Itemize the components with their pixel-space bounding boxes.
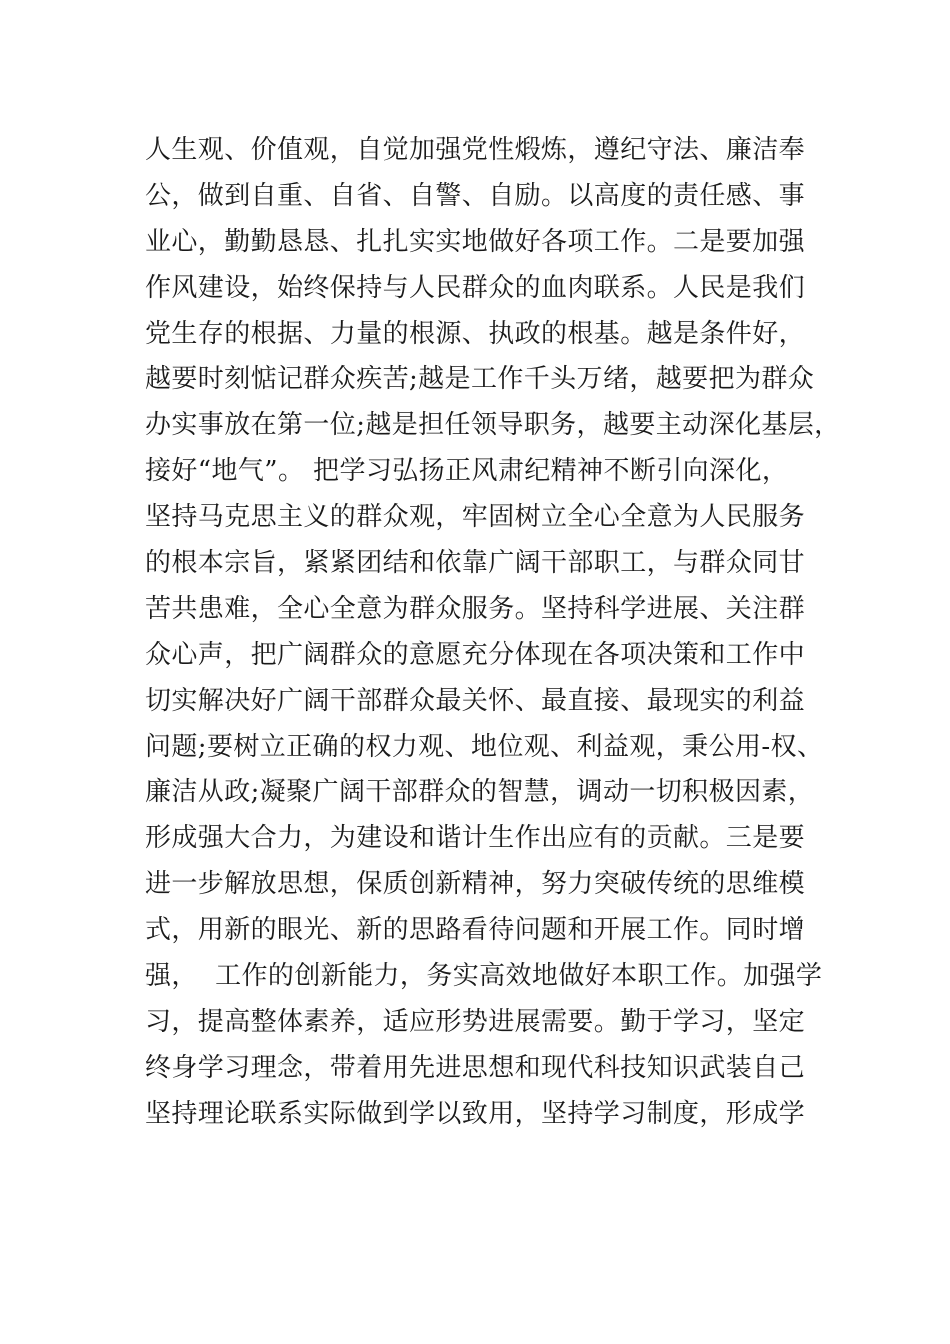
text-line-8: 接好“地气”。 把学习弘扬正风肃纪精神不断引向深化， <box>145 456 789 487</box>
text-line-3: 业心，勤勤恳恳、扎扎实实地做好各项工作。二是要加强 <box>145 226 806 257</box>
text-line-5: 党生存的根据、力量的根源、执政的根基。越是条件好， <box>145 318 806 349</box>
text-line-17: 进一步解放思想，保质创新精神，努力突破传统的思维模 <box>145 869 806 900</box>
text-line-6: 越要时刻惦记群众疾苦;越是工作千头万绪，越要把为群众 <box>145 364 815 395</box>
body-text <box>145 128 845 1138</box>
text-line-1: 人生观、价值观，自觉加强党性煅炼，遵纪守法、廉洁奉 <box>145 135 806 165</box>
text-line-18: 式，用新的眼光、新的思路看待问题和开展工作。同时增 <box>145 915 806 946</box>
text-line-11: 苦共患难，全心全意为群众服务。坚持科学进展、关注群 <box>145 593 806 624</box>
text-line-22: 坚持理论联系实际做到学以致用，坚持学习制度，形成学 <box>145 1098 806 1129</box>
text-line-19: 强， 工作的创新能力，务实高效地做好本职工作。加强学 <box>145 961 823 992</box>
text-line-13: 切实解决好广阔干部群众最关怀、最直接、最现实的利益 <box>145 685 806 716</box>
text-line-10: 的根本宗旨，紧紧团结和依靠广阔干部职工，与群众同甘 <box>145 548 806 579</box>
text-line-15: 廉洁从政;凝聚广阔干部群众的智慧，调动一切积极因素， <box>145 777 815 808</box>
text-line-21: 终身学习理念，带着用先进思想和现代科技知识武装自己 <box>145 1052 806 1083</box>
text-line-20: 习，提高整体素养，适应形势进展需要。勤于学习，坚定 <box>145 1006 806 1037</box>
text-line-12: 众心声，把广阔群众的意愿充分体现在各项决策和工作中 <box>145 639 806 670</box>
text-line-14: 问题;要树立正确的权力观、地位观、利益观，秉公用-权、 <box>145 731 824 762</box>
text-line-4: 作风建设，始终保持与人民群众的血肉联系。人民是我们 <box>145 272 806 303</box>
text-line-2: 公，做到自重、自省、自警、自励。以高度的责任感、事 <box>145 180 806 211</box>
text-line-7: 办实事放在第一位;越是担任领导职务，越要主动深化基层， <box>145 410 841 441</box>
text-line-16: 形成强大合力，为建设和谐计生作出应有的贡献。三是要 <box>145 823 806 854</box>
text-line-9: 坚持马克思主义的群众观，牢固树立全心全意为人民服务 <box>145 502 806 533</box>
